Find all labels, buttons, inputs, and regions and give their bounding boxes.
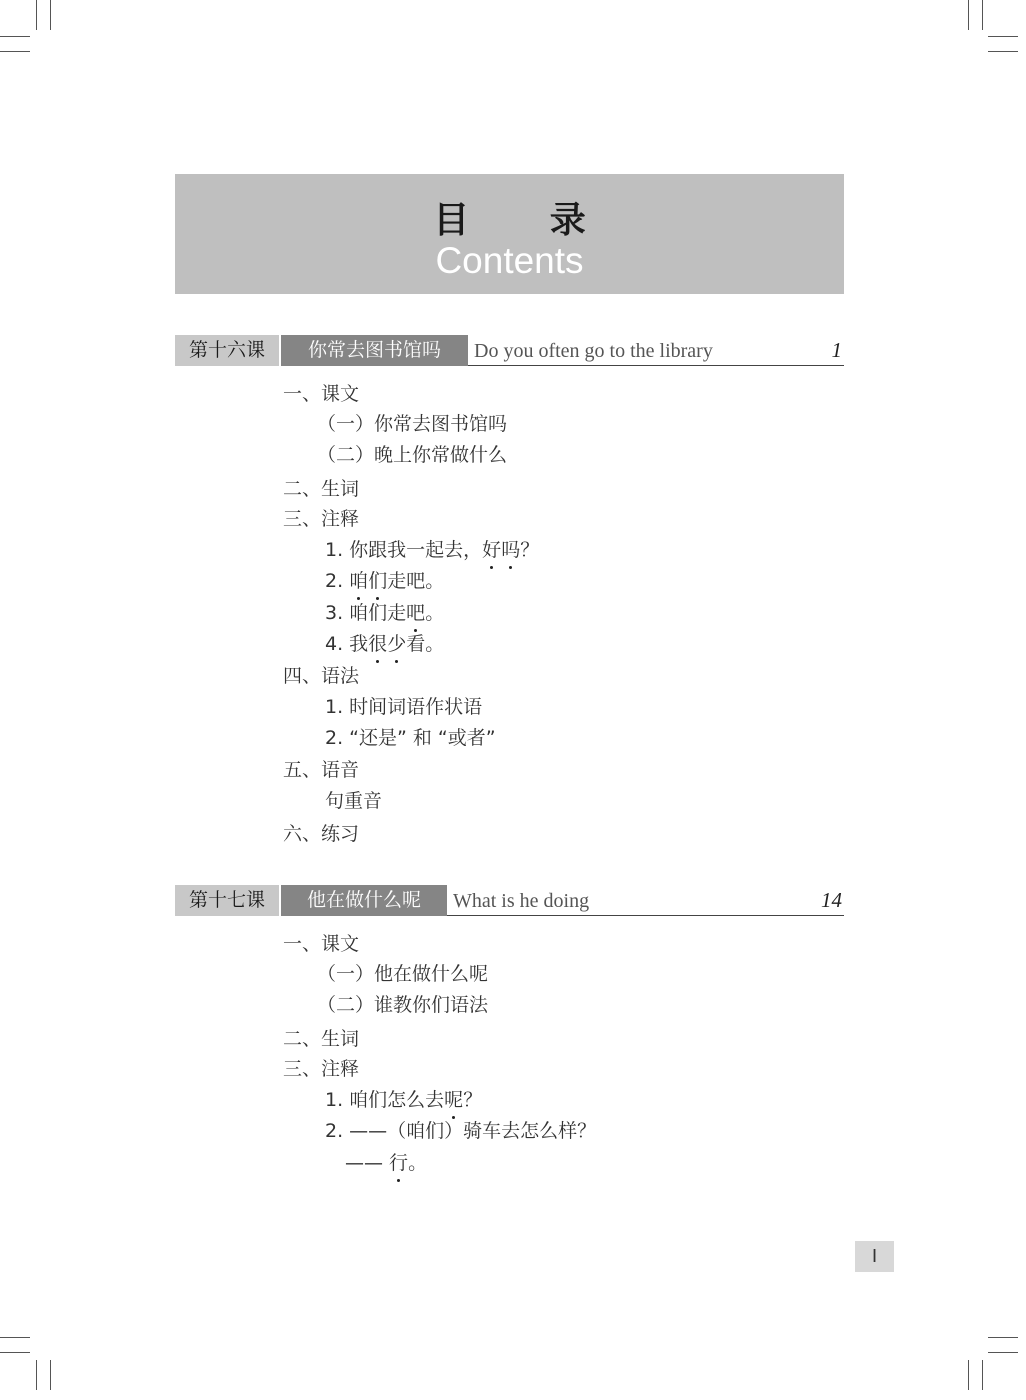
crop-mark <box>968 0 969 30</box>
toc-item[interactable]: 句重音 <box>325 790 383 812</box>
lesson-header[interactable] <box>175 885 844 916</box>
toc-note-1[interactable]: 1. 你跟我一起去，好吗？ <box>325 539 540 561</box>
toc-note-2-reply[interactable]: —— 行。 <box>345 1152 428 1174</box>
crop-mark <box>968 1360 969 1390</box>
crop-mark <box>0 1337 30 1338</box>
lesson-rule <box>447 915 844 916</box>
crop-mark <box>50 1360 51 1390</box>
lesson-english-title: Do you often go to the library <box>474 340 713 362</box>
contents-title-zh: 目 录 <box>433 200 620 241</box>
lesson-number: 第十六课 <box>175 335 279 366</box>
toc-note-2[interactable]: 2. 咱们走吧。 <box>325 570 445 592</box>
crop-mark <box>982 0 983 30</box>
lesson-title: 他在做什么呢 <box>281 885 447 916</box>
toc-section[interactable]: 四、语法 <box>283 665 360 687</box>
toc-section[interactable]: 二、生词 <box>283 478 360 500</box>
toc-note-3[interactable]: 3. 咱们走吧。 <box>325 602 445 624</box>
lesson-title: 你常去图书馆吗 <box>281 335 468 366</box>
toc-section[interactable]: 一、课文 <box>283 383 360 405</box>
crop-mark <box>0 1352 30 1353</box>
toc-note-2[interactable]: 2. ——（咱们）骑车去怎么样？ <box>325 1120 597 1142</box>
toc-subsection[interactable]: （二）晚上你常做什么 <box>317 444 508 466</box>
crop-mark <box>988 1337 1018 1338</box>
lesson-page-number: 1 <box>831 338 842 362</box>
toc-subsection[interactable]: （一）你常去图书馆吗 <box>317 413 508 435</box>
lesson-number: 第十七课 <box>175 885 279 916</box>
crop-mark <box>982 1360 983 1390</box>
lesson-page-number: 14 <box>821 888 842 912</box>
toc-item[interactable]: 1. 时间词语作状语 <box>325 696 483 718</box>
toc-note-4[interactable]: 4. 我很少看。 <box>325 633 445 655</box>
lesson-english-title: What is he doing <box>453 890 590 912</box>
crop-mark <box>988 51 1018 52</box>
lesson-rule <box>468 365 844 366</box>
toc-section[interactable]: 六、练习 <box>283 823 360 845</box>
toc-section[interactable]: 三、注释 <box>283 1058 360 1080</box>
toc-section[interactable]: 三、注释 <box>283 508 360 530</box>
lesson-header[interactable] <box>175 335 844 366</box>
toc-subsection[interactable]: （二）谁教你们语法 <box>317 994 489 1016</box>
toc-section[interactable]: 二、生词 <box>283 1028 360 1050</box>
crop-mark <box>50 0 51 30</box>
toc-section[interactable]: 一、课文 <box>283 933 360 955</box>
crop-mark <box>988 1352 1018 1353</box>
crop-mark <box>0 51 30 52</box>
contents-title-en: Contents <box>435 240 584 281</box>
page-number: I <box>855 1241 894 1272</box>
toc-section[interactable]: 五、语音 <box>283 759 360 781</box>
toc-subsection[interactable]: （一）他在做什么呢 <box>317 963 489 985</box>
crop-mark <box>988 36 1018 37</box>
toc-item[interactable]: 2. “还是” 和 “或者” <box>325 727 496 749</box>
crop-mark <box>36 0 37 30</box>
crop-mark <box>36 1360 37 1390</box>
toc-note-1[interactable]: 1. 咱们怎么去呢？ <box>325 1089 483 1111</box>
crop-mark <box>0 36 30 37</box>
